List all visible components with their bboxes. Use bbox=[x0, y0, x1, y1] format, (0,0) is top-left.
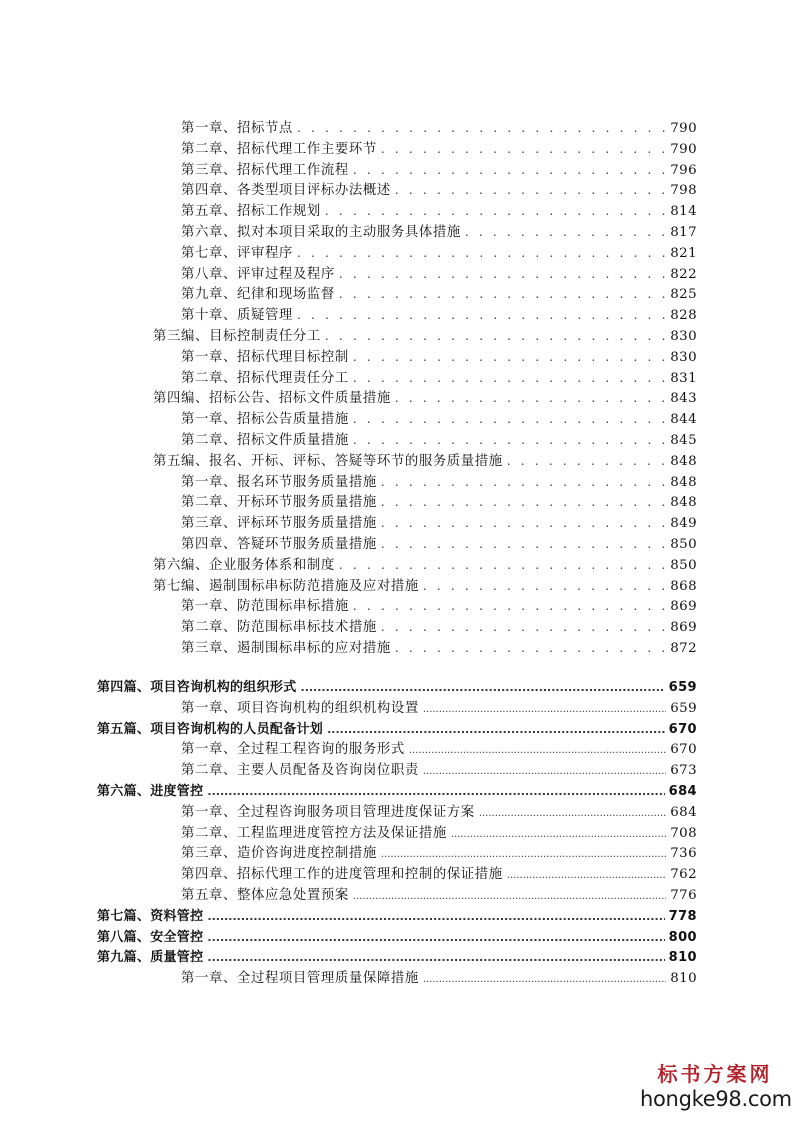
toc-entry-page-number: 845 bbox=[670, 432, 697, 448]
toc-entry-title: 第六编、企业服务体系和制度 bbox=[153, 557, 335, 573]
toc-chapter-entry[interactable] bbox=[181, 180, 697, 201]
toc-entry-title: 第二章、主要人员配备及咨询岗位职责 bbox=[181, 763, 419, 779]
toc-chapter-entry[interactable] bbox=[181, 534, 697, 555]
toc-dot-leader bbox=[325, 326, 666, 347]
toc-entry-title: 第二章、招标代理责任分工 bbox=[181, 370, 349, 386]
toc-entry-title: 第一章、防范围标串标措施 bbox=[181, 599, 349, 615]
toc-dot-leader bbox=[297, 118, 666, 139]
toc-entry-title: 第五章、整体应急处置预案 bbox=[181, 887, 349, 903]
toc-entry-title: 第三章、评标环节服务质量措施 bbox=[181, 516, 377, 532]
toc-dot-leader bbox=[301, 678, 665, 699]
toc-entry-page-number: 817 bbox=[670, 224, 697, 240]
toc-entry-title: 第三章、造价咨询进度控制措施 bbox=[181, 846, 377, 862]
toc-entry-page-number: 850 bbox=[670, 536, 697, 552]
toc-entry-title: 第四章、答疑环节服务质量措施 bbox=[181, 536, 377, 552]
toc-entry-page-number: 848 bbox=[670, 453, 697, 469]
toc-dot-leader bbox=[353, 347, 666, 368]
toc-entry-page-number: 850 bbox=[670, 557, 697, 573]
toc-entry-page-number: 872 bbox=[670, 640, 697, 656]
toc-entry-title: 第一章、招标节点 bbox=[181, 121, 293, 136]
toc-dot-leader bbox=[297, 305, 666, 326]
toc-chapter-entry[interactable] bbox=[181, 160, 697, 181]
toc-dot-leader bbox=[353, 368, 666, 389]
toc-entry-title: 第二章、招标文件质量措施 bbox=[181, 432, 349, 448]
toc-entry-page-number: 796 bbox=[670, 162, 697, 178]
toc-chapter-entry[interactable] bbox=[181, 803, 697, 824]
toc-entry-page-number: 822 bbox=[670, 266, 697, 282]
toc-entry-title: 第一章、报名环节服务质量措施 bbox=[181, 474, 377, 490]
toc-entry-title: 第二章、招标代理工作主要环节 bbox=[181, 141, 377, 157]
toc-dot-leader bbox=[381, 472, 666, 493]
toc-dot-leader bbox=[479, 804, 666, 825]
toc-entry-page-number: 762 bbox=[670, 867, 697, 883]
toc-dot-leader bbox=[327, 720, 665, 741]
toc-chapter-entry[interactable] bbox=[181, 264, 697, 285]
toc-entry-title: 第一章、全过程项目管理质量保障措施 bbox=[181, 971, 419, 987]
toc-chapter-entry[interactable] bbox=[181, 617, 697, 638]
toc-dot-leader bbox=[381, 492, 666, 513]
toc-entry-page-number: 810 bbox=[670, 971, 697, 987]
toc-entry-title: 第六章、拟对本项目采取的主动服务具体措施 bbox=[181, 224, 461, 240]
toc-part-entry[interactable] bbox=[97, 928, 697, 949]
toc-section-entry[interactable] bbox=[153, 326, 697, 347]
toc-entry-title: 第十章、质疑管理 bbox=[181, 308, 293, 324]
toc-entry-page-number: 825 bbox=[670, 287, 697, 303]
toc-entry-page-number: 736 bbox=[670, 846, 697, 862]
toc-chapter-entry[interactable] bbox=[181, 596, 697, 617]
toc-entry-page-number: 831 bbox=[670, 370, 697, 386]
toc-dot-leader bbox=[423, 576, 666, 597]
toc-entry-title: 第四篇、项目咨询机构的组织形式 bbox=[97, 680, 297, 695]
toc-chapter-entry[interactable] bbox=[181, 969, 697, 990]
toc-entry-page-number: 670 bbox=[668, 721, 697, 737]
toc-entry-title: 第四章、招标代理工作的进度管理和控制的保证措施 bbox=[181, 867, 503, 883]
toc-dot-leader bbox=[451, 825, 666, 846]
toc-chapter-entry[interactable] bbox=[181, 347, 697, 368]
toc-entry-title: 第九篇、质量管控 bbox=[97, 950, 204, 966]
toc-entry-title: 第二章、开标环节服务质量措施 bbox=[181, 495, 377, 511]
toc-entry-page-number: 848 bbox=[670, 495, 697, 511]
toc-section-entry[interactable] bbox=[153, 576, 697, 597]
toc-dot-leader bbox=[381, 617, 666, 638]
toc-entry-title: 第五编、报名、开标、评标、答疑等环节的服务质量措施 bbox=[153, 453, 503, 469]
toc-part-entry[interactable] bbox=[97, 907, 697, 928]
toc-dot-leader bbox=[395, 638, 666, 659]
toc-part-entry[interactable] bbox=[97, 782, 697, 803]
toc-entry-title: 第一章、招标公告质量措施 bbox=[181, 412, 349, 428]
toc-section-entry[interactable] bbox=[153, 388, 697, 409]
toc-chapter-entry[interactable] bbox=[181, 886, 697, 907]
toc-entry-page-number: 869 bbox=[670, 620, 697, 636]
toc-chapter-entry[interactable] bbox=[181, 740, 697, 761]
toc-entry-page-number: 659 bbox=[668, 680, 697, 695]
toc-entry-title: 第二章、工程监理进度管控方法及保证措施 bbox=[181, 825, 447, 841]
toc-entry-title: 第九章、纪律和现场监督 bbox=[181, 287, 335, 303]
toc-entry-page-number: 790 bbox=[670, 121, 697, 136]
toc-entry-title: 第七章、评审程序 bbox=[181, 245, 293, 261]
toc-entry-page-number: 673 bbox=[670, 763, 697, 779]
toc-dot-leader bbox=[207, 907, 664, 928]
toc-chapter-entry[interactable] bbox=[181, 201, 697, 222]
toc-dot-leader bbox=[423, 762, 666, 783]
toc-dot-leader bbox=[339, 284, 666, 305]
toc-chapter-entry[interactable] bbox=[181, 844, 697, 865]
toc-entry-page-number: 814 bbox=[670, 204, 697, 220]
toc-part-entry[interactable] bbox=[97, 948, 697, 969]
toc-entry-title: 第二章、防范围标串标技术措施 bbox=[181, 620, 377, 636]
toc-entry-title: 第一章、招标代理目标控制 bbox=[181, 349, 349, 365]
toc-chapter-entry[interactable] bbox=[181, 139, 697, 160]
toc-dot-leader bbox=[423, 970, 666, 991]
toc-entry-page-number: 659 bbox=[670, 700, 697, 716]
watermark-name: 标书方案网 bbox=[657, 1062, 773, 1086]
toc-chapter-entry[interactable] bbox=[181, 305, 697, 326]
toc-chapter-entry[interactable] bbox=[181, 222, 697, 243]
toc-dot-leader bbox=[507, 451, 666, 472]
watermark-url: hongke98.com bbox=[640, 1087, 792, 1111]
toc-dot-leader bbox=[395, 388, 666, 409]
toc-chapter-entry[interactable] bbox=[181, 824, 697, 845]
toc-part-entry[interactable] bbox=[97, 678, 697, 699]
toc-entry-page-number: 776 bbox=[670, 887, 697, 903]
toc-entry-title: 第一章、项目咨询机构的组织机构设置 bbox=[181, 700, 419, 716]
toc-chapter-entry[interactable] bbox=[181, 761, 697, 782]
toc-dot-leader bbox=[423, 700, 666, 721]
toc-entry-title: 第四编、招标公告、招标文件质量措施 bbox=[153, 391, 391, 407]
toc-entry-title: 第五篇、项目咨询机构的人员配备计划 bbox=[97, 721, 324, 737]
toc-entry-page-number: 778 bbox=[668, 908, 697, 924]
toc-entry-page-number: 810 bbox=[668, 950, 697, 966]
toc-entry-page-number: 830 bbox=[670, 349, 697, 365]
toc-entry-page-number: 800 bbox=[668, 929, 697, 945]
toc-entry-page-number: 821 bbox=[670, 245, 697, 261]
toc-entry-title: 第七篇、资料管控 bbox=[97, 908, 204, 924]
toc-dot-leader bbox=[353, 887, 666, 908]
toc-entry-title: 第八章、评审过程及程序 bbox=[181, 266, 335, 282]
toc-entry-title: 第四章、各类型项目评标办法概述 bbox=[181, 183, 391, 199]
toc-entry-page-number: 869 bbox=[670, 599, 697, 615]
toc-entry-page-number: 844 bbox=[670, 412, 697, 428]
toc-entry-page-number: 848 bbox=[670, 474, 697, 490]
toc-dot-leader bbox=[339, 555, 666, 576]
toc-entry-page-number: 868 bbox=[670, 578, 697, 594]
toc-entry-title: 第一章、全过程工程咨询的服务形式 bbox=[181, 742, 405, 758]
toc-dot-leader bbox=[207, 928, 664, 949]
toc-entry-page-number: 670 bbox=[670, 742, 697, 758]
toc-entry-page-number: 828 bbox=[670, 308, 697, 324]
toc-dot-leader bbox=[381, 139, 666, 160]
toc-section-lower bbox=[0, 678, 793, 990]
toc-chapter-entry[interactable] bbox=[181, 430, 697, 451]
toc-dot-leader bbox=[381, 534, 666, 555]
toc-chapter-entry[interactable] bbox=[181, 409, 697, 430]
toc-chapter-entry[interactable] bbox=[181, 492, 697, 513]
toc-dot-leader bbox=[395, 180, 666, 201]
toc-dot-leader bbox=[353, 409, 666, 430]
toc-entry-page-number: 684 bbox=[670, 804, 697, 820]
toc-dot-leader bbox=[409, 741, 666, 762]
toc-dot-leader bbox=[207, 948, 664, 969]
toc-dot-leader bbox=[339, 264, 666, 285]
toc-entry-title: 第八篇、安全管控 bbox=[97, 929, 204, 945]
toc-dot-leader bbox=[325, 201, 666, 222]
toc-entry-page-number: 684 bbox=[668, 783, 697, 799]
toc-dot-leader bbox=[207, 782, 664, 803]
toc-section-upper bbox=[0, 118, 793, 659]
toc-dot-leader bbox=[297, 243, 666, 264]
toc-entry-page-number: 849 bbox=[670, 516, 697, 532]
watermark-logo bbox=[640, 1062, 790, 1112]
toc-entry-title: 第三编、目标控制责任分工 bbox=[153, 328, 321, 344]
toc-entry-page-number: 790 bbox=[670, 141, 697, 157]
toc-entry-title: 第五章、招标工作规划 bbox=[181, 204, 321, 220]
toc-dot-leader bbox=[353, 430, 666, 451]
toc-entry-title: 第三章、招标代理工作流程 bbox=[181, 162, 349, 178]
toc-dot-leader bbox=[465, 222, 666, 243]
toc-chapter-entry[interactable] bbox=[181, 472, 697, 493]
toc-part-entry[interactable] bbox=[97, 720, 697, 741]
toc-entry-title: 第三章、遏制围标串标的应对措施 bbox=[181, 640, 391, 656]
toc-section-entry[interactable] bbox=[153, 555, 697, 576]
toc-chapter-entry[interactable] bbox=[181, 699, 697, 720]
toc-dot-leader bbox=[381, 513, 666, 534]
toc-entry-title: 第七编、遏制围标串标防范措施及应对措施 bbox=[153, 578, 419, 594]
toc-chapter-entry[interactable] bbox=[181, 368, 697, 389]
toc-chapter-entry[interactable] bbox=[181, 865, 697, 886]
toc-section-entry[interactable] bbox=[153, 451, 697, 472]
toc-entry-page-number: 708 bbox=[670, 825, 697, 841]
toc-entry-title: 第六篇、进度管控 bbox=[97, 783, 204, 799]
toc-entry-page-number: 798 bbox=[670, 183, 697, 199]
toc-dot-leader bbox=[353, 596, 666, 617]
toc-dot-leader bbox=[353, 160, 666, 181]
toc-dot-leader bbox=[507, 866, 666, 887]
toc-entry-page-number: 843 bbox=[670, 391, 697, 407]
toc-chapter-entry[interactable] bbox=[181, 513, 697, 534]
toc-chapter-entry[interactable] bbox=[181, 118, 697, 139]
toc-dot-leader bbox=[381, 845, 666, 866]
toc-chapter-entry[interactable] bbox=[181, 638, 697, 659]
toc-chapter-entry[interactable] bbox=[181, 243, 697, 264]
toc-entry-title: 第一章、全过程咨询服务项目管理进度保证方案 bbox=[181, 804, 475, 820]
toc-entry-page-number: 830 bbox=[670, 328, 697, 344]
toc-chapter-entry[interactable] bbox=[181, 284, 697, 305]
